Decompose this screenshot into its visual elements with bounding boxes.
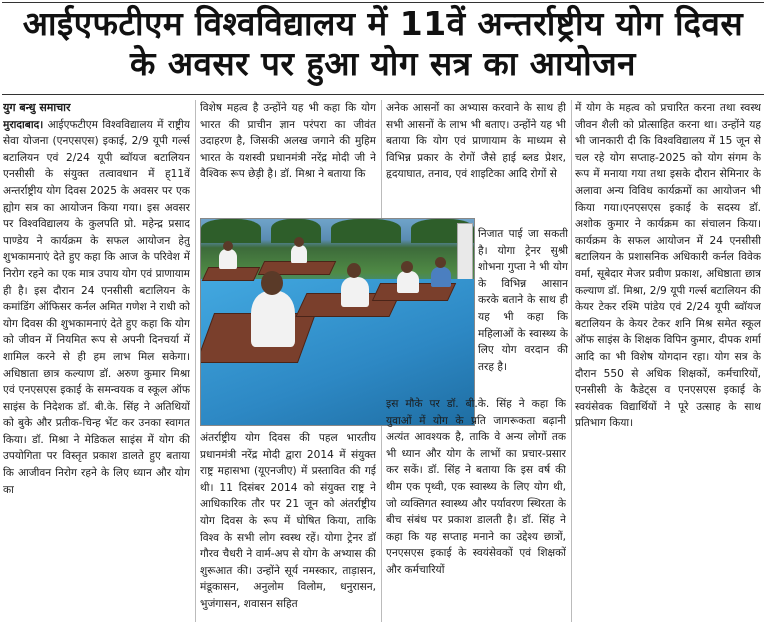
- yoga-participant: [397, 271, 419, 293]
- article-column-2-top: [200, 100, 376, 218]
- headline: [0, 4, 766, 84]
- article-text: इस मौके पर डॉ. बी.के. सिंह ने कहा कि युवाओं में योग के प्रति जागरूकता बढ़ानी अत्यंत आवश्यक है, ताकि वे अन्य लोगों तक भी ध्यान और योग के लाभों का प्रचार-प्रसार कर सकें। डॉ. सिंह ने बताया कि इस वर्ष की थीम एक पृथ्वी, एक स्वास्थ्य के लिए योग थी, जो व्यक्तिगत स्वास्थ्य और पर्यावरण स्थिरता के बीच संबंध पर प्रकाश डालती है। डॉ. सिंह ने कहा कि यह सप्ताह मनाने का उद्देश्य छात्रों, एनएसएस इकाई के स्वयंसेवकों एवं शिक्षकों और कर्मचारियों: [386, 398, 566, 576]
- article-column-2-bottom: [200, 430, 376, 628]
- article-column-1: [3, 100, 190, 620]
- participant-head: [347, 263, 361, 278]
- participant-head: [401, 261, 413, 273]
- article-column-4: [575, 100, 761, 620]
- participant-head: [435, 257, 446, 268]
- article-column-3-bottom: [386, 396, 566, 628]
- yoga-session-photo: [200, 218, 475, 426]
- participant-head: [223, 241, 233, 251]
- yoga-participant: [251, 291, 295, 347]
- headline-rule: [2, 94, 764, 95]
- participant-head: [261, 271, 283, 295]
- article-text: विशेष महत्व है उन्होंने यह भी कहा कि योग भारत की प्राचीन ज्ञान परंपरा का जीवंत उदाहरण है, जिसकी अलख जगाने की मुहिम भारत के यशस्वी प्रधानमंत्री नरेंद्र मोदी जी ने वैश्विक रूप छेड़ी है। डॉ. मिश्रा ने बताया कि: [200, 102, 376, 181]
- yoga-mat: [202, 267, 261, 281]
- article-column-3-middle: [478, 226, 568, 390]
- headline-line-1: आईएफटीएम विश्वविद्यालय में 11वें अन्तर्राष्ट्रीय योग दिवस: [22, 4, 744, 43]
- article-text: अनेक आसनों का अभ्यास करवाने के साथ ही सभी आसनों के लाभ भी बताए। उन्होंने यह भी बताया कि योग एवं प्राणायाम के माध्यम से विभिन्न प्रकार के रोगों जैसे हाई ब्लड प्रेशर, हृदयाघात, तनाव, एवं शाइटिका आदि रोगों से: [386, 102, 566, 181]
- tree: [201, 219, 261, 243]
- byline-source: युग बन्धु समाचार: [3, 101, 71, 114]
- column-divider: [195, 100, 196, 622]
- yoga-participant: [291, 245, 307, 263]
- headline-line-2: के अवसर पर हुआ योग सत्र का आयोजन: [129, 44, 636, 83]
- article-text: निजात पाई जा सकती है। योगा ट्रेनर सुश्री शोभना गुप्ता ने भी योग के विभिन्न आसान करके बताने के साथ ही यह भी कहा कि महिलाओं के स्वास्थ्य के लिए योग वरदान की तरह है।: [478, 228, 568, 373]
- yoga-participant: [219, 249, 237, 269]
- yoga-participant: [431, 267, 451, 287]
- top-rule: [2, 2, 764, 3]
- article-column-3-top: [386, 100, 566, 228]
- article-text: में योग के महत्व को प्रचारित करना तथा स्वस्थ जीवन शैली को प्रोत्साहित करना था। उन्होंने यह भी जानकारी दी कि विश्वविद्यालय में 15 जून से चल रहे योग सप्ताह-2025 को योग संगम के रूप में मनाया गया तथा इसके दौरान सेमिनार के अलावा अन्य विविध कार्यक्रमों का आयोजन भी किया गया।एनएसएस इकाई के सदस्य डॉ. अशोक कुमार ने कार्यक्रम का संचालन किया। कार्यक्रम के सफल आयोजन में 24 एनसीसी बटालियन के प्रशासनिक अधिकारी कर्नल विवेक वर्मा, सूबेदार मेजर प्रवीण प्रकाश, अधिष्ठाता छात्र कल्याण डॉ. मिश्रा, 2/9 यूपी गर्ल्स बटालियन की केयर टेकर रश्मि पांडेय एवं 2/24 यूपी ब्वॉयज बटालियन के केयर टेकर शनि मिश्र समेत स्कूल ऑफ साइंस के शिक्षक विपिन कुमार, दीपक शर्मा आदि का भी विशेष योगदान रहा। योग सत्र के दौरान 550 से अधिक शिक्षकों, कर्मचारियों, एनसीसी के कैडेट्स व एनएसएस इकाई के स्वयंसेवक विद्यार्थियों ने पूरे उत्साह के साथ प्रतिभाग किया।: [575, 102, 761, 430]
- participant-head: [294, 237, 304, 247]
- article-text: अंतर्राष्ट्रीय योग दिवस की पहल भारतीय प्रधानमंत्री नरेंद्र मोदी द्वारा 2014 में संयुक्त राष्ट्र महासभा (यूएनजीए) में प्रस्तावित की गई थी। 11 दिसंबर 2014 को संयुक्त राष्ट्र ने आधिकारिक तौर पर 21 जून को अंतर्राष्ट्रीय योग दिवस के रूप में घोषित किया, ताकि विश्व के सभी लोग स्वस्थ रहें। योगा ट्रेनर डॉ गौरव चैधरी ने वार्म-अप से योग के अभ्यास की शुरूआत की। उन्होंने सूर्य नमस्कार, ताड़ासन, मंडूकासन, अनुलोम विलोम, धनुरासन, भुजंगासन, शवासन सहित: [200, 432, 376, 610]
- dateline-place: मुरादाबाद।: [3, 118, 44, 131]
- banner-standee: [457, 223, 473, 285]
- yoga-participant: [341, 277, 369, 307]
- column-divider: [571, 100, 572, 622]
- article-text: आईएफटीएम विश्वविद्यालय में राष्ट्रीय सेवा योजना (एनएसएस) इकाई, 2/9 यूपी गर्ल्स बटालियन एवं 2/24 यूपी ब्वॉयज बटालियन एनसीसी के संयुक्त तत्वावधान में ह्11वें अन्तर्राष्ट्रीय योग दिवस 2025 के अवसर पर एक ह्योग सत्र का आयोजन किया गया। इस अवसर पर विश्वविद्यालय के कुलपति प्रो. महेन्द्र प्रसाद पाण्डेय ने कार्यक्रम के सफल आयोजन हेतु शुभकामनाएं देते हुए कहा कि आज के परिवेश में निरोग रहने का एक मात्र उपाय योग एवं प्राणायाम ही है। इस दौरान 24 एनसीसी बटालियन के कमांडिंग ऑफिसर कर्नल अमित गणेश ने राधी को योग दिवस की शुभकामनाएं देते हुए कहा कि योग को जीवन में नियमित रूप से अपनी दिनचर्या में शामिल करने से ही हम लाभ मिल सकेगा। अधिष्ठाता छात्र कल्याण डॉ. अरुण कुमार मिश्रा एवं एनएसएस इकाई के समन्वयक व स्कूल ऑफ साइंस के निदेशक डॉ. बी.के. सिंह ने अतिथियों को बुके और प्रतीक-चिन्ह भेंट कर उनका स्वागत किया। डॉ. मिश्रा ने मेडिकल साइंस में योग की उपयोगिता पर विस्तृत प्रकाश डालते हुए बताया कि आजीवन निरोग रहने के लिए ध्यान और योग का: [3, 118, 190, 496]
